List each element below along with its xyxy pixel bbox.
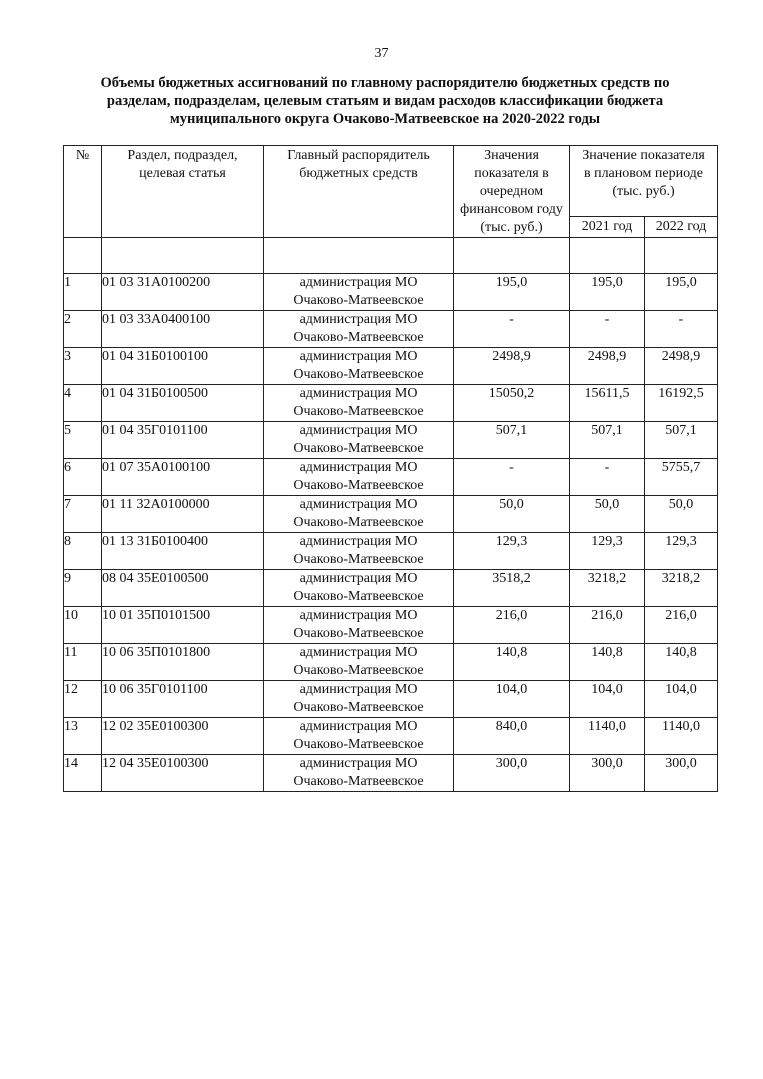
value-2022: 2498,9 bbox=[645, 348, 718, 385]
table-row bbox=[64, 607, 718, 644]
table-row bbox=[64, 755, 718, 792]
value-2021: 129,3 bbox=[570, 533, 645, 570]
distributor-line: Очаково-Матвеевское bbox=[293, 367, 424, 382]
row-code: 01 04 31Б0100500 bbox=[102, 385, 264, 422]
value-2020: 3518,2 bbox=[454, 570, 570, 607]
value-2020: 50,0 bbox=[454, 496, 570, 533]
page-number: 37 bbox=[374, 46, 389, 61]
distributor-line: администрация МО bbox=[299, 608, 418, 623]
value-2020: 15050,2 bbox=[454, 385, 570, 422]
distributor-line: администрация МО bbox=[299, 719, 418, 734]
row-number: 11 bbox=[64, 644, 102, 681]
table-row bbox=[64, 274, 718, 311]
value-2022: 195,0 bbox=[645, 274, 718, 311]
row-number: 6 bbox=[64, 459, 102, 496]
value-2020: 195,0 bbox=[454, 274, 570, 311]
header-code: Раздел, подраздел, целевая статья bbox=[102, 146, 264, 238]
row-code: 12 04 35Е0100300 bbox=[102, 755, 264, 792]
value-2020: - bbox=[454, 311, 570, 348]
header-current-year: Значения показателя в очередном финансовом году (тыс. руб.) bbox=[454, 146, 570, 238]
distributor-line: администрация МО bbox=[299, 275, 418, 290]
value-2022: - bbox=[645, 311, 718, 348]
row-code: 01 04 35Г0101100 bbox=[102, 422, 264, 459]
row-code: 10 06 35П0101800 bbox=[102, 644, 264, 681]
value-2020: 2498,9 bbox=[454, 348, 570, 385]
distributor-line: Очаково-Матвеевское bbox=[293, 700, 424, 715]
header-num: № bbox=[64, 146, 102, 238]
distributor-line: администрация МО bbox=[299, 312, 418, 327]
value-2022: 300,0 bbox=[645, 755, 718, 792]
header-planned-period: Значение показателя в плановом периоде (тыс. руб.) bbox=[570, 146, 718, 217]
value-2021: 300,0 bbox=[570, 755, 645, 792]
row-number: 14 bbox=[64, 755, 102, 792]
row-code: 01 13 31Б0100400 bbox=[102, 533, 264, 570]
row-distributor bbox=[264, 755, 454, 792]
distributor-line: администрация МО bbox=[299, 534, 418, 549]
row-code: 10 06 35Г0101100 bbox=[102, 681, 264, 718]
row-distributor bbox=[264, 607, 454, 644]
row-number: 4 bbox=[64, 385, 102, 422]
value-2020: - bbox=[454, 459, 570, 496]
distributor-line: администрация МО bbox=[299, 497, 418, 512]
table-row bbox=[64, 348, 718, 385]
table-row bbox=[64, 311, 718, 348]
distributor-line: администрация МО bbox=[299, 460, 418, 475]
distributor-line: Очаково-Матвеевское bbox=[293, 330, 424, 345]
row-distributor bbox=[264, 385, 454, 422]
distributor-line: Очаково-Матвеевское bbox=[293, 774, 424, 789]
table-row bbox=[64, 644, 718, 681]
row-code: 01 03 31А0100200 bbox=[102, 274, 264, 311]
header-spacer-cell bbox=[645, 238, 718, 274]
row-distributor bbox=[264, 644, 454, 681]
header-distributor: Главный распорядитель бюджетных средств bbox=[264, 146, 454, 238]
row-distributor bbox=[264, 496, 454, 533]
table-row bbox=[64, 533, 718, 570]
row-number: 12 bbox=[64, 681, 102, 718]
distributor-line: администрация МО bbox=[299, 645, 418, 660]
value-2022: 507,1 bbox=[645, 422, 718, 459]
table-body bbox=[64, 274, 718, 792]
header-year-2022: 2022 год bbox=[645, 216, 718, 237]
value-2020: 104,0 bbox=[454, 681, 570, 718]
row-number: 10 bbox=[64, 607, 102, 644]
header-spacer-cell bbox=[454, 238, 570, 274]
value-2021: 3218,2 bbox=[570, 570, 645, 607]
distributor-line: администрация МО bbox=[299, 571, 418, 586]
table-row bbox=[64, 459, 718, 496]
value-2020: 140,8 bbox=[454, 644, 570, 681]
title-line: Объемы бюджетных ассигнований по главному распорядителю бюджетных средств по bbox=[100, 75, 670, 91]
value-2021: - bbox=[570, 459, 645, 496]
row-number: 7 bbox=[64, 496, 102, 533]
distributor-line: Очаково-Матвеевское bbox=[293, 478, 424, 493]
header-spacer-cell bbox=[264, 238, 454, 274]
value-2020: 216,0 bbox=[454, 607, 570, 644]
value-2022: 104,0 bbox=[645, 681, 718, 718]
header-spacer-cell bbox=[570, 238, 645, 274]
table-row bbox=[64, 422, 718, 459]
row-code: 01 07 35А0100100 bbox=[102, 459, 264, 496]
row-code: 08 04 35Е0100500 bbox=[102, 570, 264, 607]
row-distributor bbox=[264, 533, 454, 570]
row-number: 13 bbox=[64, 718, 102, 755]
row-code: 12 02 35Е0100300 bbox=[102, 718, 264, 755]
distributor-line: Очаково-Матвеевское bbox=[293, 441, 424, 456]
table-row bbox=[64, 718, 718, 755]
row-number: 9 bbox=[64, 570, 102, 607]
title-line: муниципального округа Очаково-Матвеевское на 2020-2022 годы bbox=[169, 111, 601, 127]
table-row bbox=[64, 570, 718, 607]
value-2020: 300,0 bbox=[454, 755, 570, 792]
value-2022: 140,8 bbox=[645, 644, 718, 681]
row-distributor bbox=[264, 274, 454, 311]
table-row bbox=[64, 681, 718, 718]
table-header bbox=[64, 146, 718, 274]
value-2020: 507,1 bbox=[454, 422, 570, 459]
distributor-line: Очаково-Матвеевское bbox=[293, 552, 424, 567]
row-distributor bbox=[264, 422, 454, 459]
table-row bbox=[64, 496, 718, 533]
row-number: 2 bbox=[64, 311, 102, 348]
value-2021: 2498,9 bbox=[570, 348, 645, 385]
value-2022: 5755,7 bbox=[645, 459, 718, 496]
document-title bbox=[60, 74, 710, 128]
row-number: 1 bbox=[64, 274, 102, 311]
row-code: 01 11 32А0100000 bbox=[102, 496, 264, 533]
value-2020: 129,3 bbox=[454, 533, 570, 570]
header-spacer-cell bbox=[64, 238, 102, 274]
header-spacer-cell bbox=[102, 238, 264, 274]
row-distributor bbox=[264, 681, 454, 718]
distributor-line: администрация МО bbox=[299, 682, 418, 697]
value-2022: 1140,0 bbox=[645, 718, 718, 755]
budget-table bbox=[63, 145, 718, 792]
value-2021: 104,0 bbox=[570, 681, 645, 718]
distributor-line: Очаково-Матвеевское bbox=[293, 515, 424, 530]
value-2021: 140,8 bbox=[570, 644, 645, 681]
row-number: 5 bbox=[64, 422, 102, 459]
distributor-line: Очаково-Матвеевское bbox=[293, 589, 424, 604]
row-distributor bbox=[264, 348, 454, 385]
distributor-line: администрация МО bbox=[299, 756, 418, 771]
row-distributor bbox=[264, 459, 454, 496]
value-2021: 216,0 bbox=[570, 607, 645, 644]
distributor-line: Очаково-Матвеевское bbox=[293, 293, 424, 308]
value-2022: 16192,5 bbox=[645, 385, 718, 422]
value-2020: 840,0 bbox=[454, 718, 570, 755]
value-2021: 507,1 bbox=[570, 422, 645, 459]
row-distributor bbox=[264, 718, 454, 755]
distributor-line: Очаково-Матвеевское bbox=[293, 404, 424, 419]
distributor-line: администрация МО bbox=[299, 386, 418, 401]
distributor-line: администрация МО bbox=[299, 423, 418, 438]
header-year-2021: 2021 год bbox=[570, 216, 645, 237]
title-line: разделам, подразделам, целевым статьям и видам расходов классификации бюджета bbox=[106, 93, 664, 109]
value-2022: 3218,2 bbox=[645, 570, 718, 607]
row-distributor bbox=[264, 311, 454, 348]
value-2021: - bbox=[570, 311, 645, 348]
distributor-line: Очаково-Матвеевское bbox=[293, 737, 424, 752]
row-distributor bbox=[264, 570, 454, 607]
row-code: 10 01 35П0101500 bbox=[102, 607, 264, 644]
table-row bbox=[64, 385, 718, 422]
distributor-line: Очаково-Матвеевское bbox=[293, 663, 424, 678]
value-2021: 50,0 bbox=[570, 496, 645, 533]
value-2021: 15611,5 bbox=[570, 385, 645, 422]
distributor-line: администрация МО bbox=[299, 349, 418, 364]
value-2022: 216,0 bbox=[645, 607, 718, 644]
value-2021: 195,0 bbox=[570, 274, 645, 311]
row-number: 8 bbox=[64, 533, 102, 570]
row-code: 01 04 31Б0100100 bbox=[102, 348, 264, 385]
value-2021: 1140,0 bbox=[570, 718, 645, 755]
row-code: 01 03 33А0400100 bbox=[102, 311, 264, 348]
value-2022: 50,0 bbox=[645, 496, 718, 533]
distributor-line: Очаково-Матвеевское bbox=[293, 626, 424, 641]
value-2022: 129,3 bbox=[645, 533, 718, 570]
row-number: 3 bbox=[64, 348, 102, 385]
